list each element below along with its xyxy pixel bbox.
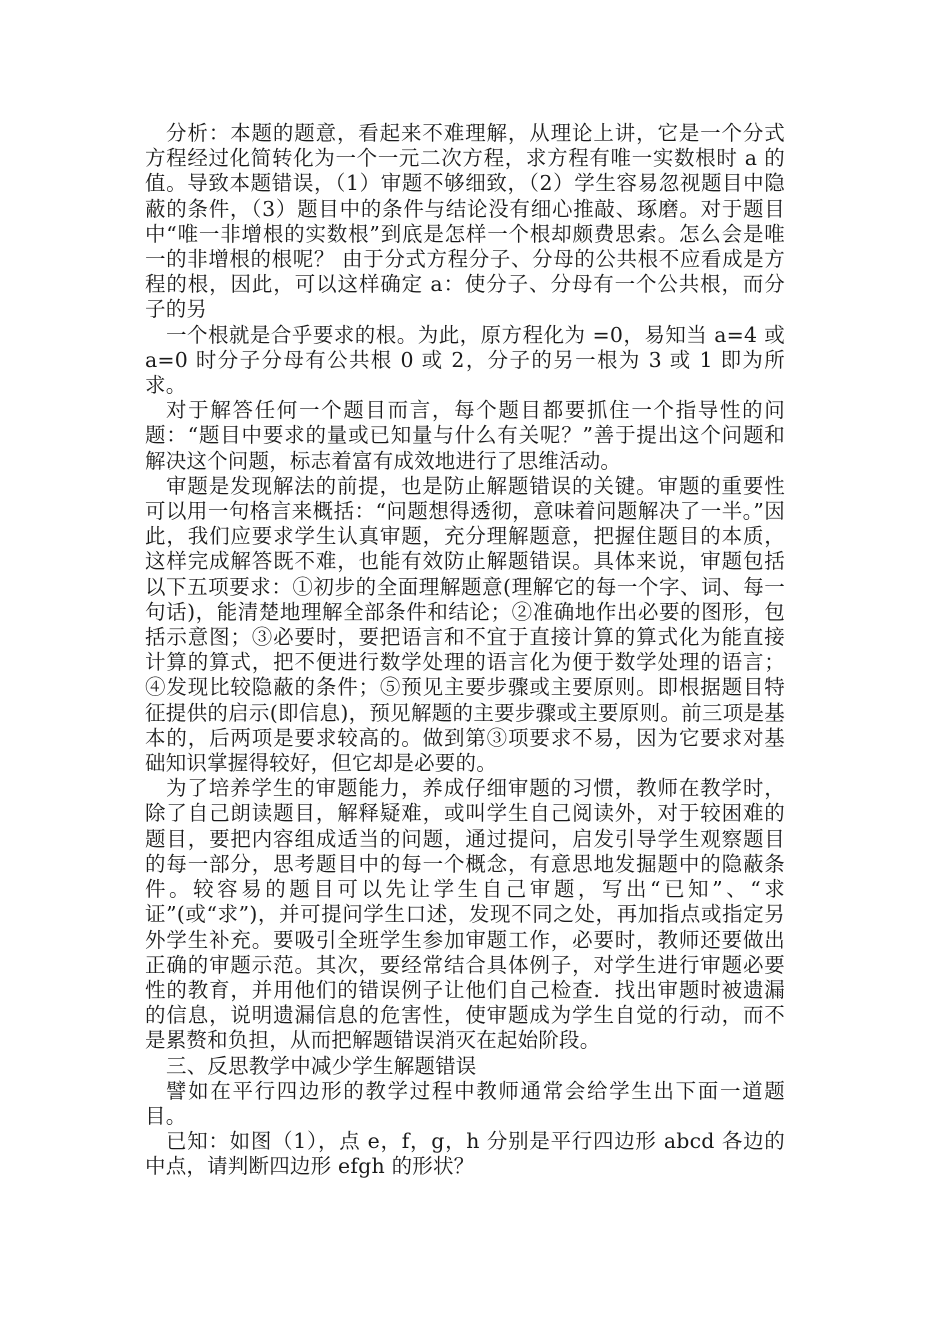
paragraph-example-problem: 已知：如图（1），点 e，f，g，h 分别是平行四边形 abcd 各边的中点，请判断四边形 efgh 的形状？ — [145, 1129, 785, 1179]
section-heading: 三、反思教学中减少学生解题错误 — [166, 1053, 477, 1078]
paragraph-teaching-method: 为了培养学生的审题能力，养成仔细审题的习惯，教师在教学时，除了自己朗读题目，解释疑难，或叫学生自己阅读外，对于较困难的题目，要把内容组成适当的问题，通过提问，启发引导学生观察题目的每一部分，思考题目中的每一个概念，有意思地发掘题中的隐蔽条件。较容易的题目可以先让学生自己审题，写出“已知”、“求证”(或“求”)，并可提问学生口述，发现不同之处，再加指点或指定另外学生补充。要吸引全班学生参加审题工作，必要时，教师还要做出正确的审题示范。其次，要经常结合具体例子，对学生进行审题必要性的教育，并用他们的错误例子让他们自己检查．找出审题时被遗漏的信息，说明遗漏信息的危害性，使审题成为学生自觉的行动，而不是累赘和负担，从而把解题错误消灭在起始阶段。 — [145, 776, 785, 1053]
paragraph-problem-reading: 审题是发现解法的前提，也是防止解题错误的关键。审题的重要性可以用一句格言来概括：“问题想得透彻，意味着问题解决了一半。”因此，我们应要求学生认真审题，充分理解题意，把握住题目的本质，这样完成解答既不难，也能有效防止解题错误。具体来说，审题包括以下五项要求：①初步的全面理解题意(理解它的每一个字、词、每一句话)，能清楚地理解全部条件和结论；②准确地作出必要的图形，包括示意图；③必要时，要把语言和不宜于直接计算的算式化为能直接计算的算式，把不便进行数学处理的语言化为便于数学处理的语言；④发现比较隐蔽的条件；⑤预见主要步骤或主要原则。即根据题目特征提供的启示(即信息)，预见解题的主要步骤或主要原则。前三项是基本的，后两项是要求较高的。做到第③项要求不易，因为它要求对基础知识掌握得较好，但它却是必要的。 — [145, 473, 785, 776]
paragraph-analysis: 分析：本题的题意，看起来不难理解，从理论上讲，它是一个分式方程经过化简转化为一个一元二次方程，求方程有唯一实数根时 a 的值。导致本题错误，（1）审题不够细致，（2）学生容易忽视题目中隐蔽的条件，（3）题目中的条件与结论没有细心推敲、琢磨。对于题目中“唯一非增根的实数根”到底是怎样一个根却颇费思索。怎么会是唯一的非增根的根呢？ 由于分式方程分子、分母的公共根不应看成是方程的根，因此，可以这样确定 a：使分子、分母有一个公共根，而分子的另 — [145, 121, 785, 322]
paragraph-solution: 一个根就是合乎要求的根。为此，原方程化为 =0，易知当 a=4 或 a=0 时分子分母有公共根 0 或 2，分子的另一根为 3 或 1 即为所求。 — [145, 322, 785, 398]
paragraph-guiding-question: 对于解答任何一个题目而言，每个题目都要抓住一个指导性的问题：“题目中要求的量或已知量与什么有关呢？”善于提出这个问题和解决这个问题，标志着富有成效地进行了思维活动。 — [145, 398, 785, 473]
document-body — [145, 121, 785, 1180]
paragraph-example-intro: 譬如在平行四边形的教学过程中教师通常会给学生出下面一道题目。 — [145, 1078, 785, 1128]
